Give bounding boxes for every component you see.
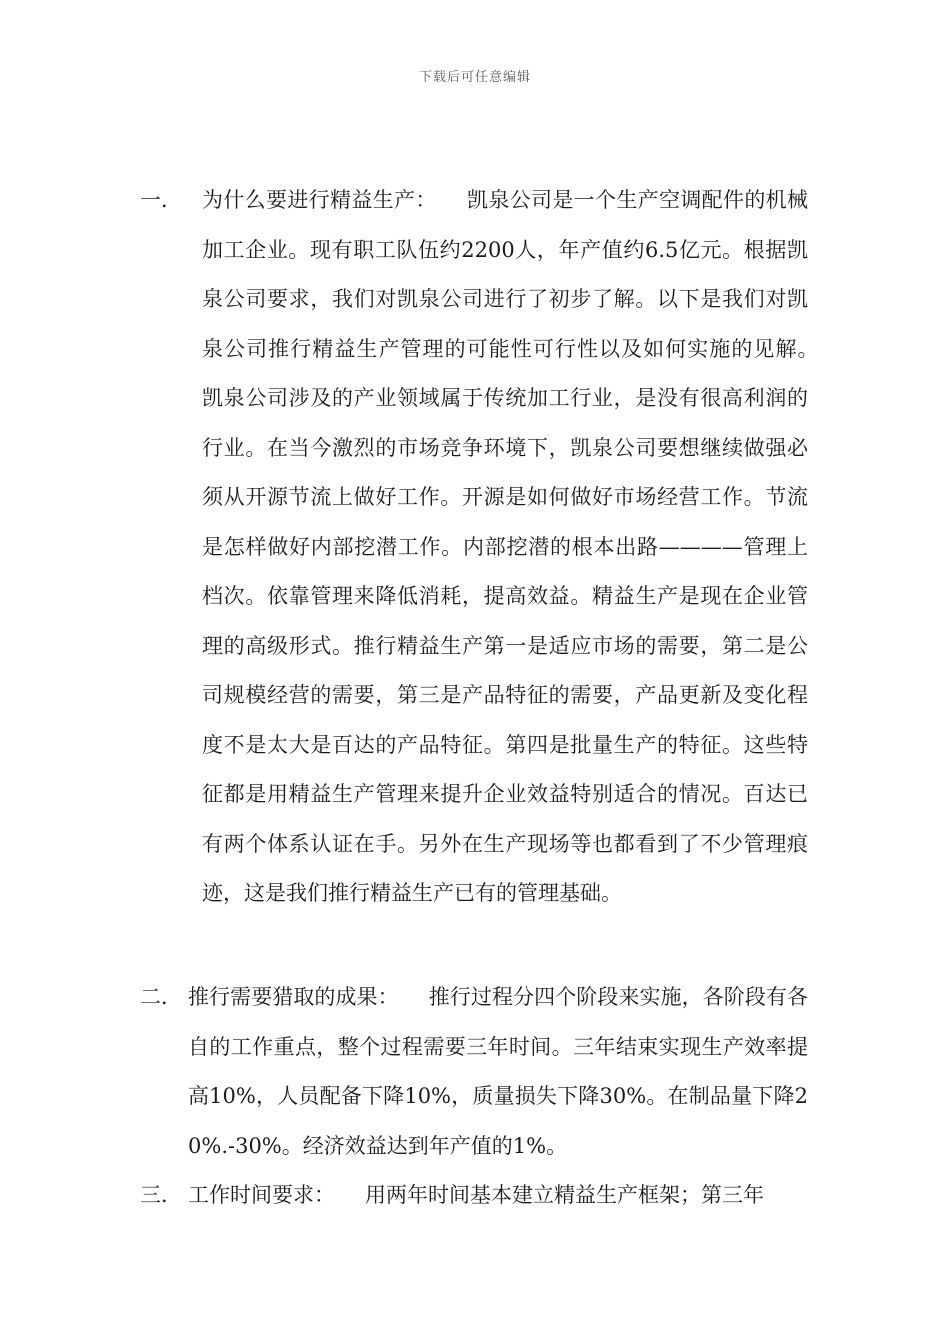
section-timeline	[140, 1171, 808, 1221]
section-text: 用两年时间基本建立精益生产框架；第三年	[365, 1183, 764, 1207]
section-text: 推行过程分四个阶段来实施，各阶段有各自的工作重点，整个过程需要三年时间。三年结束实现生产效率提高10%，人员配备下降10%，质量损失下降30%。在制品量下降20%.-30%。经济效益达到年产值的1%。	[188, 985, 809, 1158]
page-header: 下载后可任意编辑	[418, 70, 531, 85]
section-heading: 为什么要进行精益生产：	[202, 188, 437, 212]
section-why-lean	[140, 176, 829, 919]
section-number: 三．	[140, 1183, 182, 1207]
section-heading: 工作时间要求：	[188, 1183, 335, 1207]
section-text: 凯泉公司是一个生产空调配件的机械加工企业。现有职工队伍约2200人，年产值约6.5亿元。根据凯泉公司要求，我们对凯泉公司进行了初步了解。以下是我们对凯泉公司推行精益生产管理的可能性可行性以及如何实施的见解。 凯泉公司涉及的产业领域属于传统加工行业，是没有很高利润的行业。在当今激烈的市场竞争环境下，凯泉公司要想继续做强必须从开源节流上做好工作。开源是如何做好市场经营工作。节流是怎样做好内部挖潜工作。内部挖潜的根本出路————管理上档次。依靠管理来降低消耗，提高效益。精益生产是现在企业管理的高级形式。推行精益生产第一是适应市场的需要，第二是公司规模经营的需要，第三是产品特征的需要，产品更新及变化程度不是太大是百达的产品特征。第四是批量生产的特征。这些特征都是用精益生产管理来提升企业效益特别适合的情况。百达已有两个体系认证在手。另外在生产现场等也都看到了不少管理痕迹，这是我们推行精益生产已有的管理基础。	[202, 188, 829, 905]
section-expected-results	[140, 973, 808, 1171]
section-body	[140, 176, 829, 919]
section-body	[140, 1171, 808, 1221]
section-number: 一．	[140, 188, 182, 212]
section-heading: 推行需要猎取的成果：	[188, 985, 399, 1009]
section-number: 二．	[140, 985, 182, 1009]
section-body	[140, 973, 808, 1171]
